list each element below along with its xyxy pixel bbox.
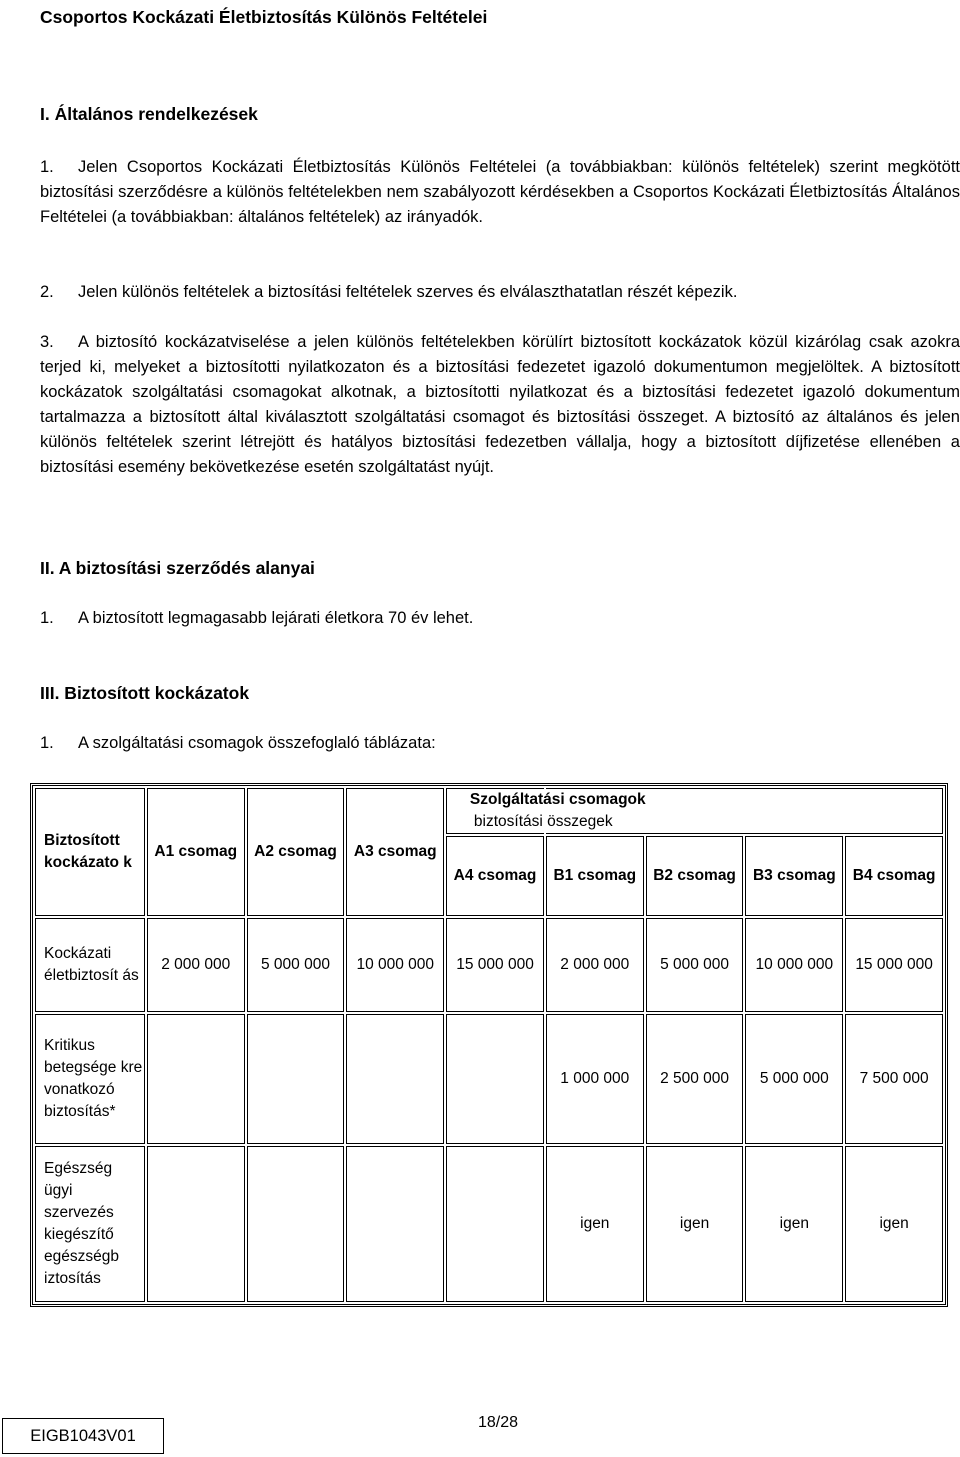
package-header: A4 csomag — [446, 836, 544, 916]
table-cell — [446, 1014, 544, 1144]
table-cell — [446, 1146, 544, 1302]
item-number: 1. — [40, 734, 54, 752]
table-cell — [147, 1146, 245, 1302]
package-group-subtitle: biztosítási összegek — [473, 813, 613, 830]
table-cell: 7 500 000 — [845, 1014, 943, 1144]
package-header: A3 csomag — [346, 788, 444, 916]
table-cell — [147, 1014, 245, 1144]
table-cell: 5 000 000 — [745, 1014, 843, 1144]
table-cell: igen — [745, 1146, 843, 1302]
table-cell: 2 000 000 — [147, 918, 245, 1012]
table-cell: 1 000 000 — [546, 1014, 644, 1144]
document-title: Csoportos Kockázati Életbiztosítás Különös Feltételei — [40, 7, 488, 27]
table-cell: igen — [546, 1146, 644, 1302]
item-text: A biztosító kockázatviselése a jelen különös feltételekben körülírt biztosított kockázatok közül kizárólag csak azokra terjed ki, melyeket a biztosítotti nyilatkozaton és a biztosítási fedezetet igazoló dokumentumon megjelöltek. A biztosított kockázatok szolgáltatási csomagokat alkotnak, a biztosítotti nyilatkozat és a biztosítási fedezetet igazoló dokumentum tartalmazza a biztosított által kiválasztott szolgáltatási csomagot és biztosítási összeget. A biztosító az általános és jelen különös feltételek szerint létrejött és hatályos biztosítási fedezetben vállalja, hogy a biztosított díjfizetése ellenében a biztosítási esemény bekövetkezése esetén szolgáltatást nyújt. — [40, 333, 960, 476]
table-cell: 5 000 000 — [646, 918, 744, 1012]
table-cell — [346, 1146, 444, 1302]
table-cell: 10 000 000 — [346, 918, 444, 1012]
table-cell: igen — [845, 1146, 943, 1302]
general-item-2 — [40, 280, 960, 305]
package-header: B4 csomag — [845, 836, 943, 916]
table-group-header-row — [35, 788, 943, 834]
parties-item-1 — [40, 606, 960, 631]
document-code-box: EIGB1043V01 — [2, 1418, 164, 1454]
table-cell — [346, 1014, 444, 1144]
section-heading-parties: II. A biztosítási szerződés alanyai — [40, 558, 315, 578]
table-cell: 5 000 000 — [247, 918, 345, 1012]
table-cell: 10 000 000 — [745, 918, 843, 1012]
table-cell: 2 000 000 — [546, 918, 644, 1012]
package-header: A2 csomag — [247, 788, 345, 916]
package-header: A1 csomag — [147, 788, 245, 916]
table-row — [35, 918, 943, 1012]
item-text: Jelen Csoportos Kockázati Életbiztosítás Különös Feltételei (a továbbiakban: különös feltételek) szerint megkötött biztosítási szerződésre a különös feltételekben nem szabályozott kérdésekben a Csoportos Kockázati Életbiztosítás Általános Feltételei (a továbbiakban: általános feltételek) az irányadók. — [40, 158, 960, 226]
package-summary-table — [30, 783, 948, 1307]
row-label: Kockázati életbiztosít ás — [35, 918, 145, 1012]
table-cell: 15 000 000 — [446, 918, 544, 1012]
section-heading-general: I. Általános rendelkezések — [40, 104, 258, 124]
item-number: 1. — [40, 609, 54, 627]
item-number: 1. — [40, 158, 54, 176]
package-header: B2 csomag — [646, 836, 744, 916]
item-text: A biztosított legmagasabb lejárati életkora 70 év lehet. — [78, 609, 474, 627]
item-text: Jelen különös feltételek a biztosítási feltételek szerves és elválaszthatatlan részét képezik. — [78, 283, 738, 301]
page-number: 18/28 — [478, 1414, 519, 1431]
risks-item-1 — [40, 731, 960, 756]
general-item-3 — [40, 330, 960, 480]
risk-column-header: Biztosított kockázato k — [35, 788, 145, 916]
package-group-header-cell — [469, 788, 943, 834]
package-header: B1 csomag — [546, 836, 644, 916]
row-label: Egészség ügyi szervezés kiegészítő egészségb iztosítás — [35, 1146, 145, 1302]
item-text: A szolgáltatási csomagok összefoglaló táblázata: — [78, 734, 436, 752]
table-cell — [247, 1014, 345, 1144]
general-item-1 — [40, 155, 960, 230]
table-cell: 15 000 000 — [845, 918, 943, 1012]
item-number: 2. — [40, 283, 54, 301]
table-row — [35, 1146, 943, 1302]
item-number: 3. — [40, 333, 54, 351]
table-cell: 2 500 000 — [646, 1014, 744, 1144]
row-label: Kritikus betegsége kre vonatkozó biztosítás* — [35, 1014, 145, 1144]
section-heading-risks: III. Biztosított kockázatok — [40, 683, 250, 703]
package-group-title: Szolgáltatási csomagok — [469, 791, 646, 808]
table-cell — [247, 1146, 345, 1302]
table-cell: igen — [646, 1146, 744, 1302]
package-header: B3 csomag — [745, 836, 843, 916]
table-row — [35, 1014, 943, 1144]
